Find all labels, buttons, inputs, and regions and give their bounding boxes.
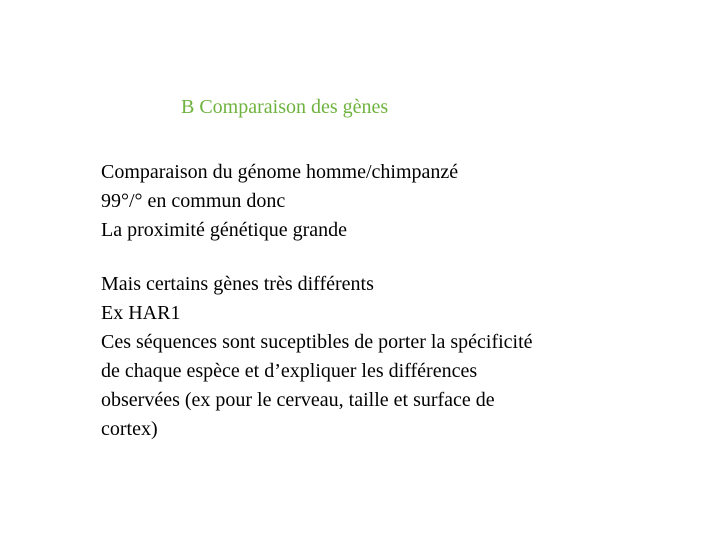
text-line: de chaque espèce et d’expliquer les différences	[101, 360, 478, 382]
slide-title: B Comparaison des gènes	[181, 96, 389, 118]
text-line: 99°/° en commun donc	[101, 190, 286, 212]
text-line: Ex HAR1	[101, 302, 181, 324]
paragraph-genome-comparison	[101, 158, 458, 245]
text-line: Mais certains gènes très différents	[101, 273, 374, 295]
paragraph-different-genes	[101, 270, 533, 444]
text-line: cortex)	[101, 418, 158, 440]
text-line: Ces séquences sont suceptibles de porter la spécificité	[101, 331, 533, 353]
text-line: observées (ex pour le cerveau, taille et surface de	[101, 389, 495, 411]
text-line: Comparaison du génome homme/chimpanzé	[101, 161, 459, 183]
text-line: La proximité génétique grande	[101, 219, 348, 241]
